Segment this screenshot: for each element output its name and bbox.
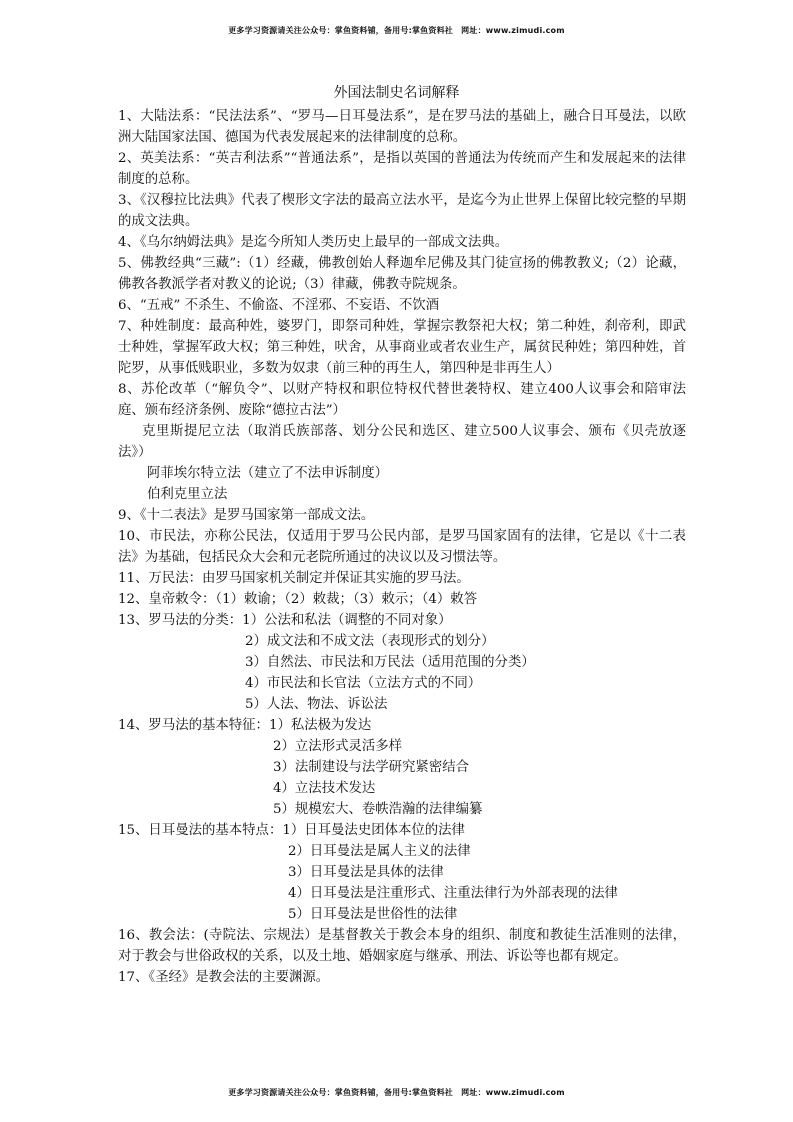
list-item: [118, 715, 686, 736]
list-item: 10、市民法，亦称公民法，仅适用于罗马公民内部，是罗马国家固有的法律，它是以《十二表法》为基础，包括民众大会和元老院所通过的决议以及习惯法等。: [118, 529, 686, 565]
list-item: 7、种姓制度：最高种姓，婆罗门，即祭司种姓，掌握宗教祭祀大权；第二种姓，刹帝利，即武士种姓，掌握军政大权；第三种姓，吠舍，从事商业或者农业生产，属贫民种姓；第四种姓，首陀罗，从事低贱职业，多数为奴隶（前三种的再生人，第四种是非再生人）: [118, 319, 686, 376]
sub-item: 5）日耳曼法是世俗性的法律: [288, 907, 458, 922]
sub-item: 2）成文法和不成文法（表现形式的划分）: [245, 634, 495, 649]
list-item: 5、佛教经典“三藏”:（1）经藏，佛教创始人释迦牟尼佛及其门徒宣扬的佛教教义;（2）论藏，佛教各教派学者对教义的论说;（3）律藏，佛教寺院规条。: [118, 256, 686, 292]
sub-item: 3）法制建设与法学研究紧密结合: [273, 760, 469, 775]
sub-item: 2）立法形式灵活多样: [273, 739, 403, 754]
list-item: 6、“五戒” 不杀生、不偷盗、不淫邪、不妄语、不饮酒: [118, 298, 440, 313]
list-item: 4、《乌尔纳姆法典》是迄今所知人类历史上最早的一部成文法典。: [118, 235, 509, 250]
list-item: 9、《十二表法》是罗马国家第一部成文法。: [118, 508, 375, 523]
page-title: 外国法制史名词解释: [333, 85, 460, 101]
list-item: 伯利克里立法: [147, 487, 228, 502]
item-lead: 13、罗马法的分类：: [118, 613, 243, 628]
list-item: 1、大陆法系：“民法法系”、“罗马—日耳曼法系”，是在罗马法的基础上，融合日耳曼法，以欧洲大陆国家法国、德国为代表发展起来的法律制度的总称。: [118, 109, 686, 145]
list-item: 3、《汉穆拉比法典》代表了楔形文字法的最高立法水平，是迄今为止世界上保留比较完整的早期的成文法典。: [118, 193, 686, 229]
sub-item: 3）自然法、市民法和万民法（适用范围的分类）: [245, 655, 535, 670]
list-item: 12、皇帝敕令：（1）敕谕；（2）敕裁；（3）敕示；（4）敕答: [118, 592, 478, 607]
list-item: [118, 610, 686, 631]
sub-item: 1）私法极为发达: [268, 718, 372, 733]
item-lead: 15、日耳曼法的基本特点：: [118, 823, 283, 838]
list-item: 16、教会法：(寺院法、宗规法）是基督教关于教会本身的组织、制度和教徒生活准则的法律，对于教会与世俗政权的关系，以及土地、婚姻家庭与继承、刑法、诉讼等也都有规定。: [118, 928, 686, 964]
sub-item: 4）立法技术发达: [273, 781, 376, 796]
list-item: 8、苏伦改革（“解负令”、以财产特权和职位特权代替世袭特权、建立400人议事会和陪审法庭、颁布经济条例、废除“德拉古法”）: [118, 382, 686, 418]
list-item: 阿菲埃尔特立法（建立了不法申诉制度）: [147, 466, 389, 481]
sub-item: 1）公法和私法（调整的不同对象）: [242, 613, 452, 628]
sub-item: 1）日耳曼法史团体本位的法律: [282, 823, 465, 838]
sub-item: 2）日耳曼法是属人主义的法律: [288, 844, 471, 859]
list-item: [118, 820, 686, 841]
sub-item: 4）市民法和长官法（立法方式的不同）: [245, 676, 482, 691]
sub-item: 5）人法、物法、诉讼法: [245, 697, 388, 712]
list-item: 17、《圣经》是教会法的主要渊源。: [118, 970, 330, 985]
sub-item: 3）日耳曼法是具体的法律: [288, 865, 444, 880]
list-item: 2、英美法系：“英吉利法系”“普通法系”，是指以英国的普通法为传统而产生和发展起来的法律制度的总称。: [118, 151, 686, 187]
list-item: 克里斯提尼立法（取消氏族部落、划分公民和选区、建立500人议事会、颁布《贝壳放逐法》）: [118, 424, 686, 460]
document-body: [118, 106, 686, 988]
sub-item: 4）日耳曼法是注重形式、注重法律行为外部表现的法律: [288, 886, 618, 901]
header-banner: 更多学习资源请关注公众号：掌鱼资料铺，备用号:掌鱼资料社 网址：www.zimudi.com: [228, 26, 565, 35]
list-item: 11、万民法：由罗马国家机关制定并保证其实施的罗马法。: [118, 571, 470, 586]
sub-item: 5）规模宏大、卷帙浩瀚的法律编纂: [273, 802, 483, 817]
item-lead: 14、罗马法的基本特征：: [118, 718, 269, 733]
footer-banner: 更多学习资源请关注公众号：掌鱼资料铺，备用号:掌鱼资料社 网址：www.zimudi.com: [228, 1088, 565, 1097]
